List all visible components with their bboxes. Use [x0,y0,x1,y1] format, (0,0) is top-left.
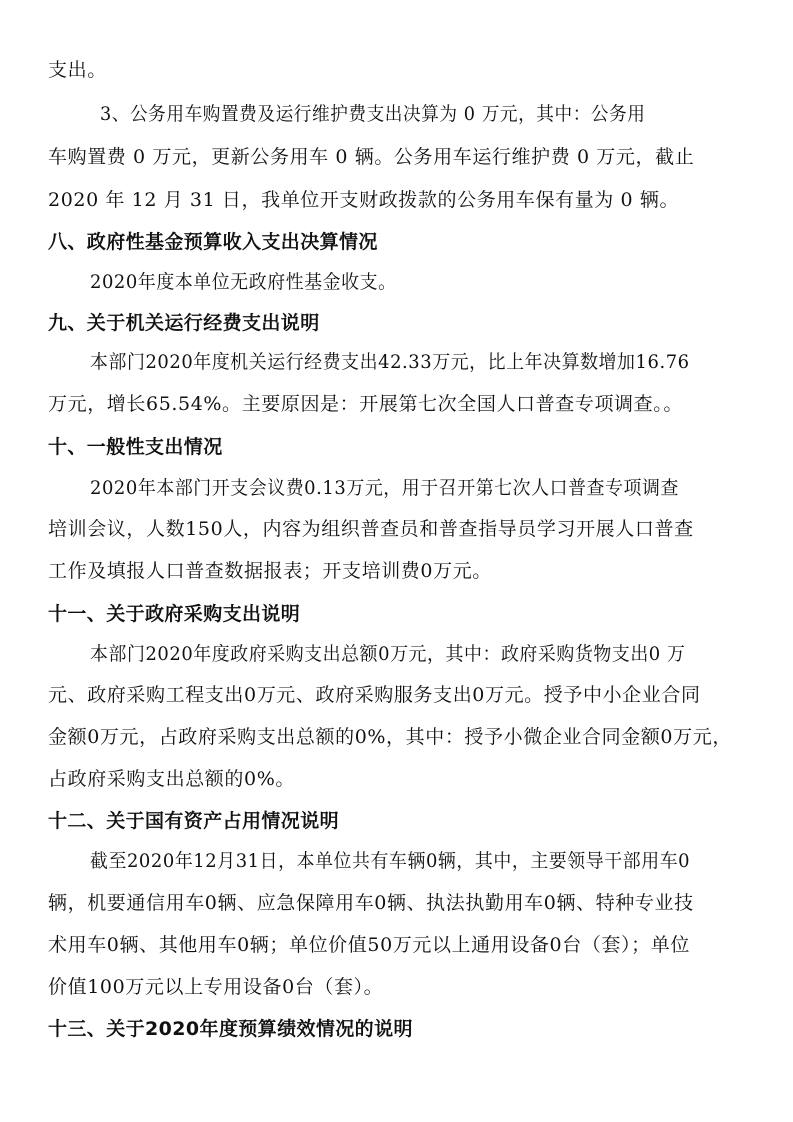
paragraph-line: 2020 年 12 月 31 日，我单位开支财政拨款的公务用车保有量为 0 辆。 [48,189,680,211]
section-heading: 九、关于机关运行经费支出说明 [48,312,320,334]
paragraph-line: 金额0万元，占政府采购支出总额的0%，其中：授予小微企业合同金额0万元， [48,726,732,748]
paragraph-line: 元、政府采购工程支出0万元、政府采购服务支出0万元。授予中小企业合同 [48,684,701,706]
paragraph-line: 2020年本部门开支会议费0.13万元，用于召开第七次人口普查专项调查 [90,477,680,499]
paragraph-line: 术用车0辆、其他用车0辆；单位价值50万元以上通用设备0台（套）；单位 [48,934,690,956]
paragraph-line: 万元，增长65.54%。主要原因是：开展第七次全国人口普查专项调查。。 [48,393,683,415]
paragraph-line: 本部门2020年度机关运行经费支出42.33万元，比上年决算数增加16.76 [90,351,690,373]
section-heading: 十一、关于政府采购支出说明 [48,603,301,625]
paragraph-line: 辆，机要通信用车0辆、应急保障用车0辆、执法执勤用车0辆、特种专业技 [48,892,694,914]
section-heading: 八、政府性基金预算收入支出决算情况 [48,231,378,253]
paragraph-line: 支出。 [48,59,107,81]
section-heading: 十、一般性支出情况 [48,436,223,458]
section-heading: 十二、关于国有资产占用情况说明 [48,810,340,832]
paragraph-line: 截至2020年12月31日，本单位共有车辆0辆，其中，主要领导干部用车0 [90,850,691,872]
paragraph-line: 价值100万元以上专用设备0台（套）。 [48,976,384,998]
section-heading: 十三、关于2020年度预算绩效情况的说明 [48,1018,413,1040]
paragraph-line: 本部门2020年度政府采购支出总额0万元，其中：政府采购货物支出0 万 [90,643,686,665]
paragraph-line: 工作及填报人口普查数据报表；开支培训费0万元。 [48,560,492,582]
paragraph-line: 2020年度本单位无政府性基金收支。 [90,271,397,293]
paragraph-line: 车购置费 0 万元，更新公务用车 0 辆。公务用车运行维护费 0 万元，截止 [48,146,695,168]
paragraph-line: 培训会议，人数150人，内容为组织普查员和普查指导员学习开展人口普查 [48,518,694,540]
paragraph-line: 占政府采购支出总额的0%。 [48,768,295,790]
paragraph-line: 3、公务用车购置费及运行维护费支出决算为 0 万元，其中：公务用 [100,103,646,125]
